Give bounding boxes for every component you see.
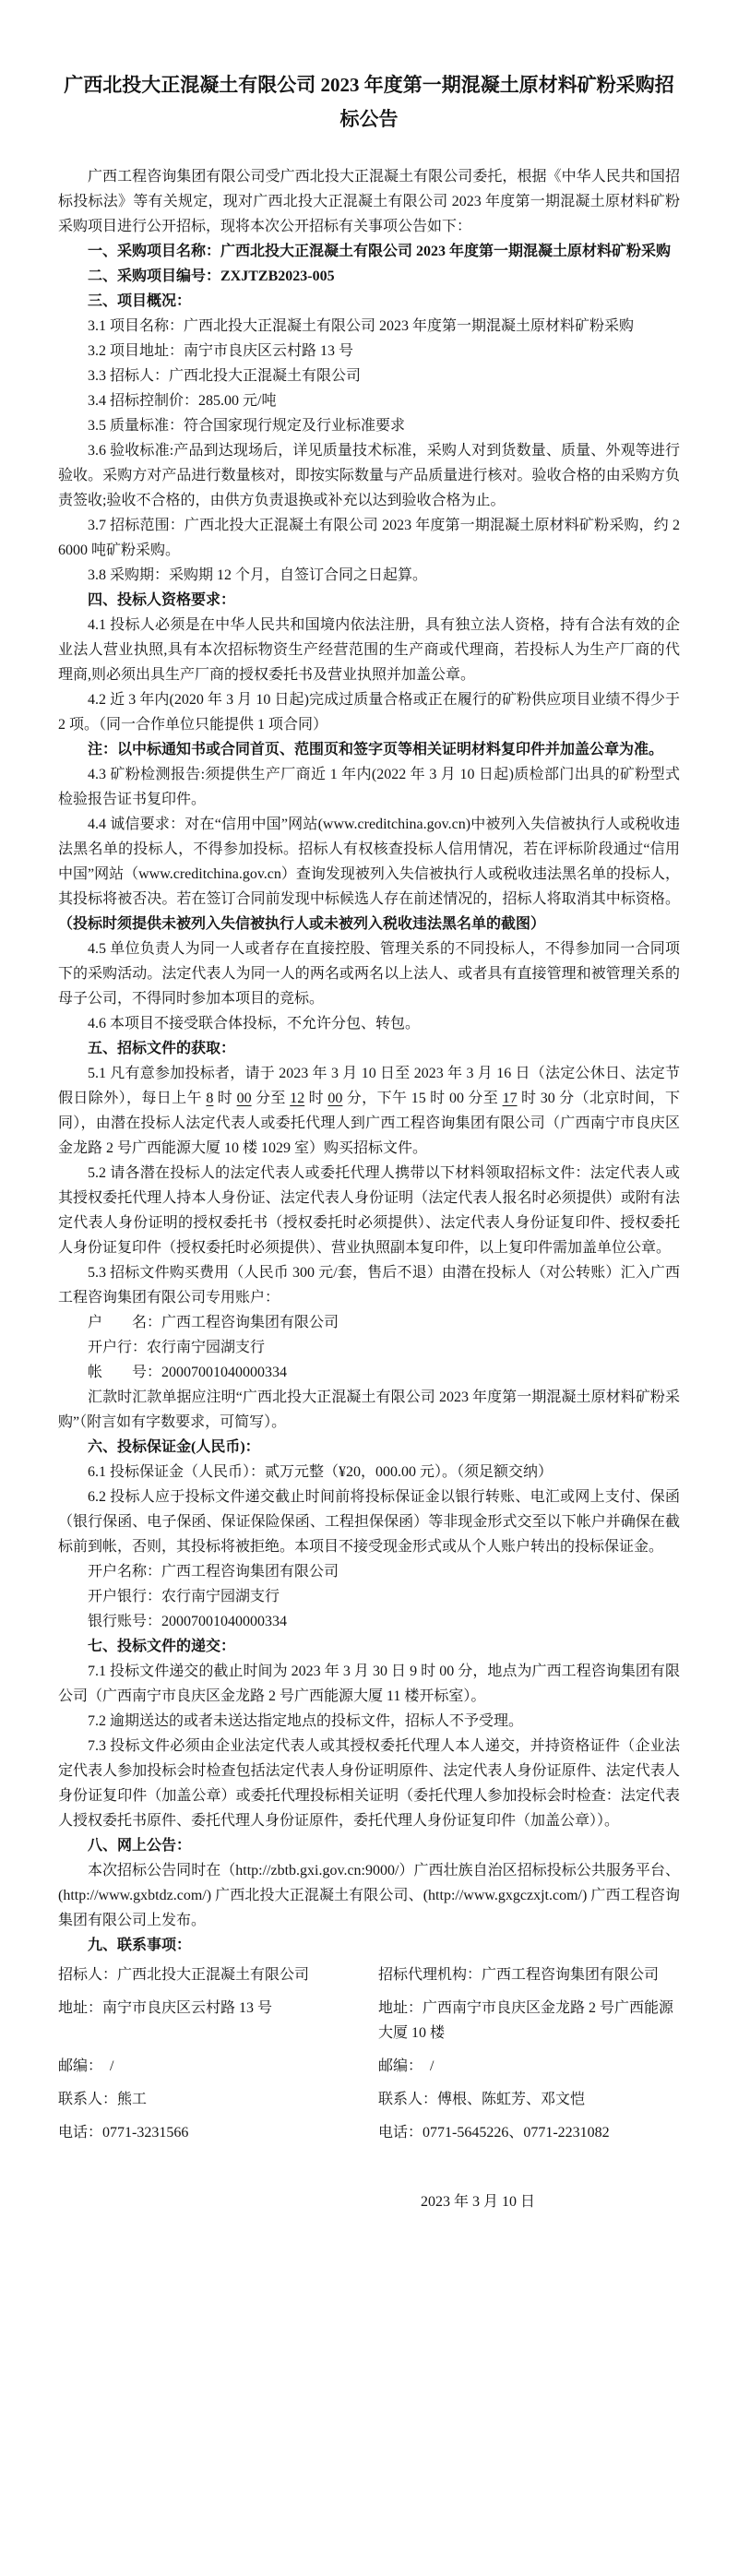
- agency-address: 地址：广西南宁市良庆区金龙路 2 号广西能源大厦 10 楼: [378, 2000, 674, 2041]
- clause-6-2: 6.2 投标人应于投标文件递交截止时间前将投标保证金以银行转账、电汇或网上支付、保函（银行保函、电子保函、保证保险保函、工程担保保函）等非现金形式交至以下帐户并确保在截标前到帐，否则，其投标将被拒绝。本项目不接受现金形式或从个人账户转出的投标保证金。: [58, 1489, 680, 1555]
- clause-6-1: 6.1 投标保证金（人民币）：贰万元整（¥20，000.00 元）。（须足额交纳）: [88, 1464, 554, 1480]
- account-name-line: 户 名：广西工程咨询集团有限公司: [88, 1315, 339, 1330]
- clause-4-1: 4.1 投标人必须是在中华人民共和国境内依法注册，具有独立法人资格，持有合法有效的企业法人营业执照,具有本次招标物资生产经营范围的生产商或代理商，若投标人为生产厂商的代理商,则必须出具生产厂商的授权委托书及营业执照并加盖公章。: [58, 617, 680, 683]
- bidder-zipcode: 邮编： /: [58, 2058, 114, 2074]
- clause-3-7: 3.7 招标范围：广西北投大正混凝土有限公司 2023 年度第一期混凝土原材料矿粉采购，约 26000 吨矿粉采购。: [58, 518, 680, 558]
- doc-title: 广西北投大正混凝土有限公司 2023 年度第一期混凝土原材料矿粉采购招标公告: [64, 74, 674, 130]
- clause-4-2: 4.2 近 3 年内(2020 年 3 月 10 日起)完成过质量合格或正在履行的矿粉供应项目业绩不得少于 2 项。（同一合作单位只能提供 1 项合同）: [58, 692, 680, 733]
- clause-4-6: 4.6 本项目不接受联合体投标，不允许分包、转包。: [88, 1016, 421, 1032]
- bidder-phone: 电话：0771-3231566: [58, 2125, 189, 2141]
- bidder-org: 招标人：广西北投大正混凝土有限公司: [58, 1967, 310, 1983]
- clause-4-3: 4.3 矿粉检测报告:须提供生产厂商近 1 年内(2022 年 3 月 10 日起)质检部门出具的矿粉型式检验报告证书复印件。: [58, 767, 680, 807]
- section-7-heading: 七、投标文件的递交：: [88, 1639, 236, 1654]
- intro-paragraph: 广西工程咨询集团有限公司受广西北投大正混凝土有限公司委托，根据《中华人民共和国招标投标法》等有关规定，现对广西北投大正混凝土有限公司 2023 年度第一期混凝土原材料矿粉采购项目进行公开招标，现将本次公开招标有关事项公告如下：: [58, 169, 680, 234]
- clause-5-1: [58, 1061, 680, 1161]
- agency-org: 招标代理机构：广西工程咨询集团有限公司: [378, 1967, 660, 1983]
- clause-4-4-text: 4.4 诚信要求：对在“信用中国”网站(www.creditchina.gov.cn)中被列入失信被执行人或税收违法黑名单的投标人，不得参加投标。招标人有权核查投标人信用情况，若在评标阶段通过“信用中国”网站（www.creditchina.gov.cn）查询发现被列入失信被执行人或税收违法黑名单的投标人，其投标将被否决。若在签订合同前发现中标候选人存在前述情况的，招标人将取消其中标资格。: [58, 817, 680, 907]
- remittance-note: 汇款时汇款单据应注明“广西北投大正混凝土有限公司 2023 年度第一期混凝土原材料矿粉采购”（附言如有字数要求，可简写）。: [58, 1389, 680, 1430]
- section-9-heading: 九、联系事项：: [88, 1938, 192, 1953]
- bidder-address: 地址：南宁市良庆区云村路 13 号: [58, 2000, 273, 2016]
- section-6-heading: 六、投标保证金(人民币)：: [88, 1439, 260, 1455]
- deposit-account-bank-line: 开户银行：农行南宁园湖支行: [88, 1589, 280, 1604]
- clause-4-2-note: 注：以中标通知书或合同首页、范围页和签字页等相关证明材料复印件并加盖公章为准。: [88, 742, 664, 757]
- account-bank-line: 开户行：农行南宁园湖支行: [88, 1340, 266, 1355]
- clause-5-1-part: 分至: [251, 1091, 291, 1106]
- clause-4-4-bold-note: （投标时须提供未被列入失信被执行人或未被列入税收违法黑名单的截图）: [58, 916, 546, 932]
- clause-7-1: 7.1 投标文件递交的截止时间为 2023 年 3 月 30 日 9 时 00 分，地点为广西工程咨询集团有限公司（广西南宁市良庆区金龙路 2 号广西能源大厦 11 楼开标室）。: [58, 1664, 680, 1704]
- clause-3-1: 3.1 项目名称：广西北投大正混凝土有限公司 2023 年度第一期混凝土原材料矿粉采购: [88, 318, 635, 334]
- clause-5-1-underline-min-end: 00: [327, 1091, 343, 1106]
- section-3-heading: 三、项目概况：: [88, 293, 192, 309]
- clause-7-2: 7.2 逾期送达的或者未送达指定地点的投标文件，招标人不予受理。: [88, 1713, 524, 1729]
- clause-5-1-part: 分，下午 15 时 00 分至: [342, 1091, 503, 1106]
- clause-3-2: 3.2 项目地址：南宁市良庆区云村路 13 号: [88, 343, 354, 359]
- deposit-account-name-line: 开户名称：广西工程咨询集团有限公司: [88, 1564, 339, 1580]
- section-8-heading: 八、网上公告：: [88, 1838, 192, 1854]
- issue-date: 2023 年 3 月 10 日: [421, 2194, 536, 2210]
- deposit-account-number-line: 银行账号：20007001040000334: [88, 1614, 288, 1629]
- clause-5-1-underline-min-start: 00: [236, 1091, 252, 1106]
- agency-contact-person: 联系人：傅根、陈虹芳、邓文恺: [378, 2092, 586, 2107]
- clause-5-1-part: 5.1 凡有意参加投标者，请于 2023 年 3 月 10 日至 2023 年 3 月 16 日（法定公休日、法定节假日除外），每日上午: [58, 1066, 680, 1106]
- clause-3-4: 3.4 招标控制价：285.00 元/吨: [88, 393, 277, 409]
- clause-5-1-underline-pm-hour: 17: [502, 1091, 518, 1106]
- section-4-heading: 四、投标人资格要求：: [88, 592, 236, 608]
- account-number-line: 帐 号：20007001040000334: [88, 1365, 288, 1380]
- clause-3-3: 3.3 招标人：广西北投大正混凝土有限公司: [88, 368, 362, 384]
- clause-3-5: 3.5 质量标准：符合国家现行规定及行业标准要求: [88, 418, 406, 434]
- online-announcement-paragraph: 本次招标公告同时在（http://zbtb.gxi.gov.cn:9000/）广西壮族自治区招标投标公共服务平台、(http://www.gxbtdz.com/) 广西北投大正混凝土有限公司、(http://www.gxgczxjt.com/) 广西工程咨询集团有限公司上发布。: [58, 1863, 680, 1928]
- clause-5-1-part: 时 30 分（北京时间，下同），由潜在投标人法定代表人或委托代理人到广西工程咨询集团有限公司（广西南宁市良庆区金龙路 2 号广西能源大厦 10 楼 1029 室）购买招标文件。: [58, 1091, 680, 1156]
- clause-5-1-underline-hour-start: 8: [206, 1091, 214, 1106]
- clause-7-3: 7.3 投标文件必须由企业法定代表人或其授权委托代理人本人递交，并持资格证件（企业法定代表人参加投标会时检查包括法定代表人身份证明原件、法定代表人身份证原件、法定代表人身份证复印件（加盖公章）或委托代理投标相关证明（委托代理人参加投标会时检查：法定代表人授权委托书原件、委托代理人身份证原件，委托代理人身份证复印件（加盖公章））。: [58, 1738, 680, 1829]
- clause-3-8: 3.8 采购期：采购期 12 个月，自签订合同之日起算。: [88, 567, 428, 583]
- clause-3-6: 3.6 验收标准:产品到达现场后，详见质量技术标准，采购人对到货数量、质量、外观等进行验收。采购方对产品进行数量核对，即按实际数量与产品质量进行核对。验收合格的由采购方负责签收;验收不合格的，由供方负责退换或补充以达到验收合格为止。: [58, 443, 680, 508]
- clause-5-3: 5.3 招标文件购买费用（人民币 300 元/套，售后不退）由潜在投标人（对公转账）汇入广西工程咨询集团有限公司专用账户：: [58, 1265, 680, 1306]
- clause-5-1-part: 时: [304, 1091, 328, 1106]
- contact-table: [58, 1962, 680, 2145]
- section-1-heading: 一、采购项目名称：广西北投大正混凝土有限公司 2023 年度第一期混凝土原材料矿粉采购: [88, 244, 672, 259]
- section-2-heading: 二、采购项目编号：ZXJTZB2023-005: [88, 268, 335, 284]
- bidder-contact-person: 联系人：熊工: [58, 2092, 148, 2107]
- agency-phone: 电话：0771-5645226、0771-2231082: [378, 2125, 610, 2141]
- agency-zipcode: 邮编： /: [378, 2058, 434, 2074]
- clause-5-1-part: 时: [213, 1091, 237, 1106]
- clause-4-4: [58, 812, 680, 936]
- clause-5-1-underline-hour-end: 12: [290, 1091, 305, 1106]
- section-5-heading: 五、招标文件的获取：: [88, 1041, 236, 1056]
- clause-4-5: 4.5 单位负责人为同一人或者存在直接控股、管理关系的不同投标人，不得参加同一合同项下的采购活动。法定代表人为同一人的两名或两名以上法人、或者具有直接管理和被管理关系的母子公司，不得同时参加本项目的竞标。: [58, 941, 680, 1007]
- clause-5-2: 5.2 请各潜在投标人的法定代表人或委托代理人携带以下材料领取招标文件：法定代表人或其授权委托代理人持本人身份证、法定代表人身份证明（法定代表人报名时必须提供）或附有法定代表人身份证明的授权委托书（授权委托时必须提供）、法定代表人身份证复印件、授权委托人身份证复印件（授权委托时必须提供）、营业执照副本复印件，以上复印件需加盖单位公章。: [58, 1165, 680, 1256]
